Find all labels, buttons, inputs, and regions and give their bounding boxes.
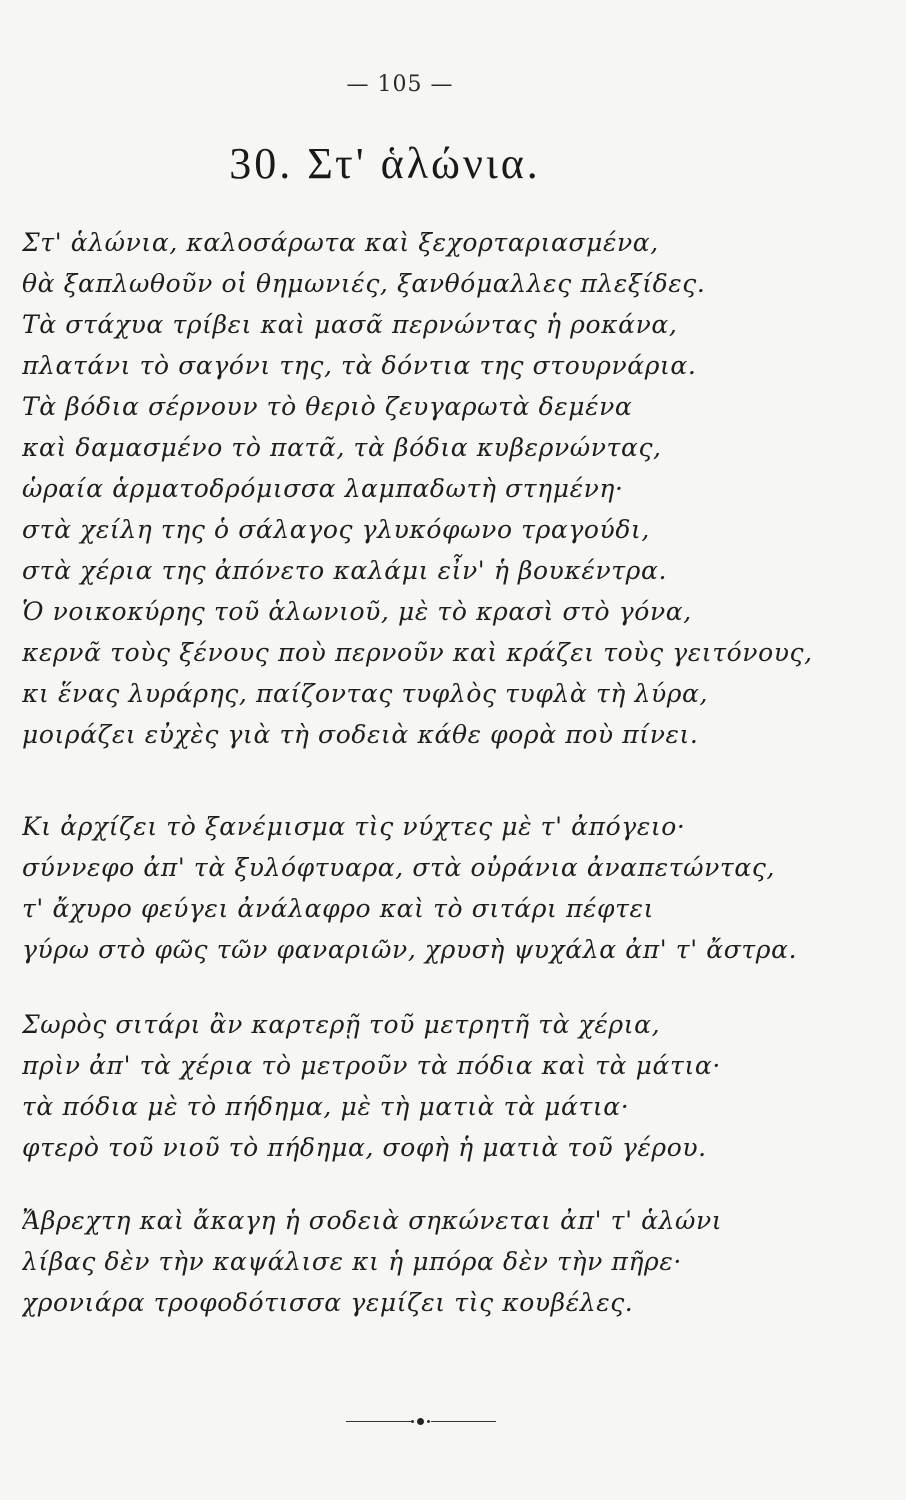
- ornament-dot-small-left: [411, 1420, 414, 1423]
- poem-line: πλατάνι τὸ σαγόνι της, τὰ δόντια της στουρνάρια.: [22, 351, 697, 380]
- poem-line: Στ' ἁλώνια, καλοσάρωτα καὶ ξεχορταριασμένα,: [22, 228, 659, 257]
- poem-line: Τὰ βόδια σέρνουν τὸ θεριὸ ζευγαρωτὰ δεμένα: [22, 392, 633, 421]
- stanza-3: [22, 1004, 882, 1168]
- poem-line: κερνᾶ τοὺς ξένους ποὺ περνοῦν καὶ κράζει τοὺς γειτόνους,: [22, 638, 813, 667]
- poem-line: λίβας δὲν τὴν καψάλισε κι ἡ μπόρα δὲν τὴν πῆρε·: [22, 1247, 682, 1276]
- poem-line: Ἄβρεχτη καὶ ἄκαγη ἡ σοδειὰ σηκώνεται ἀπ' τ' ἁλώνι: [22, 1206, 723, 1235]
- poem-line: φτερὸ τοῦ νιοῦ τὸ πήδημα, σοφὴ ἡ ματιὰ τοῦ γέρου.: [22, 1133, 707, 1162]
- poem-line: Ὁ νοικοκύρης τοῦ ἁλωνιοῦ, μὲ τὸ κρασὶ στὸ γόνα,: [22, 597, 692, 626]
- section-end-ornament: [346, 1418, 496, 1426]
- poem-line: ὡραία ἁρματοδρόμισσα λαμπαδωτὴ στημένη·: [22, 474, 624, 503]
- poem-line: τ' ἄχυρο φεύγει ἀνάλαφρο καὶ τὸ σιτάρι πέφτει: [22, 894, 654, 923]
- ornament-rule-right: [431, 1421, 496, 1422]
- ornament-dot-icon: [417, 1418, 424, 1425]
- poem-line: Κι ἀρχίζει τὸ ξανέμισμα τὶς νύχτες μὲ τ' ἀπόγειο·: [22, 812, 686, 841]
- ornament-dot-small-right: [427, 1420, 430, 1423]
- page-number: — 105 —: [346, 72, 454, 97]
- poem-line: σύννεφο ἀπ' τὰ ξυλόφτυαρα, στὰ οὐράνια ἀναπετώντας,: [22, 853, 775, 882]
- poem-line: γύρω στὸ φῶς τῶν φαναριῶν, χρυσὴ ψυχάλα ἀπ' τ' ἄστρα.: [22, 935, 798, 964]
- poem-line: στὰ χείλη της ὁ σάλαγος γλυκόφωνο τραγούδι,: [22, 515, 650, 544]
- stanza-1: [22, 222, 882, 755]
- poem-line: τὰ πόδια μὲ τὸ πήδημα, μὲ τὴ ματιὰ τὰ μάτια·: [22, 1092, 630, 1121]
- stanza-2: [22, 806, 882, 970]
- poem-title: 30. Στ' ἁλώνια.: [229, 139, 541, 188]
- poem-line: κι ἕνας λυράρης, παίζοντας τυφλὸς τυφλὰ τὴ λύρα,: [22, 679, 709, 708]
- stanza-4: [22, 1200, 882, 1323]
- poem-line: χρονιάρα τροφοδότισσα γεμίζει τὶς κουβέλες.: [22, 1288, 634, 1317]
- poem-line: Σωρὸς σιτάρι ἂν καρτερῇ τοῦ μετρητῆ τὰ χέρια,: [22, 1010, 661, 1039]
- ornament-rule-left: [346, 1421, 411, 1422]
- poem-line: στὰ χέρια της ἀπόνετο καλάμι εἶν' ἡ βουκέντρα.: [22, 556, 668, 585]
- poem-line: Τὰ στάχυα τρίβει καὶ μασᾶ περνώντας ἡ ροκάνα,: [22, 310, 678, 339]
- poem-line: καὶ δαμασμένο τὸ πατᾶ, τὰ βόδια κυβερνώντας,: [22, 433, 662, 462]
- poem-line: μοιράζει εὐχὲς γιὰ τὴ σοδειὰ κάθε φορὰ ποὺ πίνει.: [22, 720, 699, 749]
- poem-line: πρὶν ἀπ' τὰ χέρια τὸ μετροῦν τὰ πόδια καὶ τὰ μάτια·: [22, 1051, 721, 1080]
- poem-line: θὰ ξαπλωθοῦν οἱ θημωνιές, ξανθόμαλλες πλεξίδες.: [22, 269, 706, 298]
